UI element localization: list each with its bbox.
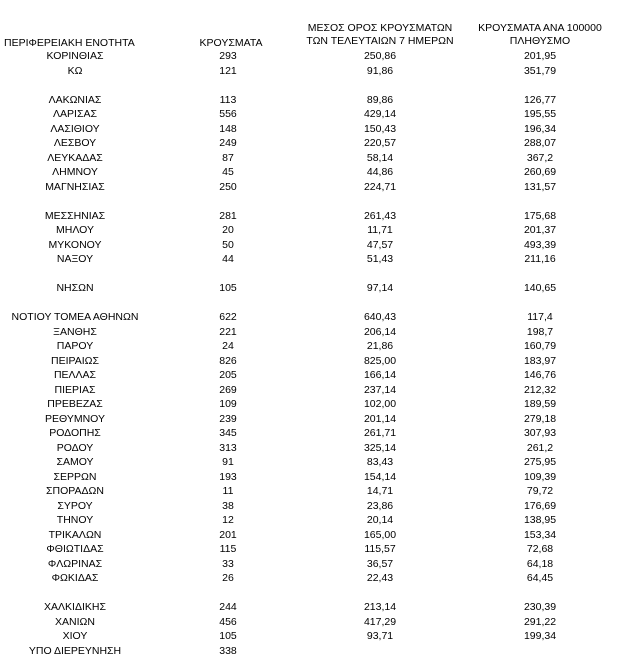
cases-cell: 109 <box>219 398 237 410</box>
avg-cell: 22,43 <box>366 572 394 584</box>
avg-cell: 89,86 <box>366 93 394 106</box>
avg-cell: 36,57 <box>366 557 394 570</box>
cases-cell: 115 <box>219 543 237 555</box>
table-row <box>0 354 624 369</box>
region-cell: ΚΟΡΙΝΘΙΑΣ <box>46 50 104 62</box>
avg-cell: 201,14 <box>363 412 397 425</box>
table-row <box>0 455 624 470</box>
per-100000-cell: 126,77 <box>523 93 557 106</box>
per-100000-cell: 140,65 <box>523 282 557 294</box>
per-100000-cell: 189,59 <box>523 398 557 410</box>
avg-cell: 51,43 <box>366 253 394 265</box>
table-row <box>0 470 624 485</box>
cases-cell: 249 <box>219 137 237 149</box>
avg-cell: 44,86 <box>366 166 394 178</box>
cases-cell: 250 <box>219 180 237 193</box>
cases-cell: 20 <box>222 224 234 236</box>
region-cell: ΠΙΕΡΙΑΣ <box>54 383 96 396</box>
region-cell: ΠΕΛΛΑΣ <box>53 369 97 381</box>
table-row <box>0 180 624 195</box>
header-region: ΠΕΡΙΦΕΡΕΙΑΚΗ ΕΝΟΤΗΤΑ <box>4 37 135 49</box>
per-100000-cell: 195,55 <box>523 108 557 120</box>
per-100000-cell: 79,72 <box>526 485 554 497</box>
table-row <box>0 441 624 456</box>
region-cell: ΜΕΣΣΗΝΙΑΣ <box>44 209 106 222</box>
per-100000-cell: 279,18 <box>523 412 557 425</box>
table-row <box>0 64 624 79</box>
table-row <box>0 107 624 122</box>
avg-cell: 429,14 <box>363 108 397 120</box>
table-row <box>0 165 624 180</box>
region-cell: ΧΙΟΥ <box>62 630 88 642</box>
avg-cell: 102,00 <box>363 398 397 410</box>
per-100000-cell: 64,18 <box>526 557 554 570</box>
per-100000-cell: 230,39 <box>523 601 557 613</box>
region-cell: ΝΟΤΙΟΥ ΤΟΜΕΑ ΑΘΗΝΩΝ <box>11 311 139 323</box>
avg-cell: 261,71 <box>363 427 397 439</box>
per-100000-cell: 199,34 <box>523 630 557 642</box>
avg-cell: 213,14 <box>363 601 397 613</box>
avg-cell: 640,43 <box>363 311 397 323</box>
avg-cell: 93,71 <box>366 630 394 642</box>
table-row <box>0 571 624 586</box>
spacer-row <box>0 78 624 93</box>
table-row <box>0 484 624 499</box>
per-100000-cell: 307,93 <box>523 427 557 439</box>
table-row <box>0 136 624 151</box>
region-cell: ΥΠΟ ΔΙΕΡΕΥΝΗΣΗ <box>28 644 122 657</box>
cases-cell: 87 <box>222 151 234 164</box>
per-100000-cell: 117,4 <box>527 311 553 323</box>
cases-cell: 33 <box>222 557 234 570</box>
cases-cell: 239 <box>219 412 237 425</box>
cases-cell: 293 <box>219 50 237 62</box>
per-100000-cell: 72,68 <box>526 543 554 555</box>
cases-cell: 45 <box>222 166 234 178</box>
region-cell: ΛΑΚΩΝΙΑΣ <box>48 93 102 106</box>
header-cases: ΚΡΟΥΣΜΑΤΑ <box>199 37 263 49</box>
avg-cell: 58,14 <box>366 151 394 164</box>
spacer-row <box>0 586 624 601</box>
cases-cell: 193 <box>219 470 237 483</box>
cases-cell: 345 <box>219 427 237 439</box>
cases-cell: 556 <box>219 108 237 120</box>
region-cell: ΝΑΞΟΥ <box>56 253 94 265</box>
per-100000-cell: 183,97 <box>523 354 557 367</box>
per-100000-cell: 146,76 <box>523 369 557 381</box>
table-row <box>0 151 624 166</box>
avg-cell: 150,43 <box>363 122 397 135</box>
cases-cell: 105 <box>219 630 237 642</box>
region-cell: ΤΡΙΚΑΛΩΝ <box>48 528 102 541</box>
header-per-100000 <box>470 22 610 48</box>
per-100000-cell: 196,34 <box>523 122 557 135</box>
table-row <box>0 310 624 325</box>
per-100000-cell: 109,39 <box>523 470 557 483</box>
cases-cell: 148 <box>219 122 237 135</box>
table-row <box>0 238 624 253</box>
table-row <box>0 397 624 412</box>
cases-cell: 622 <box>219 311 237 323</box>
region-cell: ΦΛΩΡΙΝΑΣ <box>47 557 103 570</box>
per-100000-cell: 367,2 <box>526 151 554 164</box>
per-100000-cell: 260,69 <box>523 166 557 178</box>
per-100000-cell: 64,45 <box>526 572 554 584</box>
header-avg-line2: ΤΩΝ ΤΕΛΕΥΤΑΙΩΝ 7 ΗΜΕΡΩΝ <box>306 35 454 47</box>
per-100000-cell: 131,57 <box>523 180 557 193</box>
avg-cell: 14,71 <box>366 485 394 497</box>
avg-cell: 224,71 <box>363 180 397 193</box>
avg-cell: 91,86 <box>366 64 394 77</box>
region-cell: ΦΩΚΙΔΑΣ <box>51 572 99 584</box>
table-row <box>0 644 624 659</box>
cases-cell: 38 <box>222 499 234 512</box>
cases-cell: 313 <box>219 441 237 454</box>
header-avg-line1: ΜΕΣΟΣ ΟΡΟΣ ΚΡΟΥΣΜΑΤΩΝ <box>307 22 453 34</box>
per-100000-cell: 138,95 <box>523 514 557 526</box>
per-100000-cell: 212,32 <box>523 383 557 396</box>
table-row <box>0 426 624 441</box>
table-row <box>0 499 624 514</box>
table-row <box>0 615 624 630</box>
region-cell: ΠΕΙΡΑΙΩΣ <box>51 354 99 367</box>
region-cell: ΛΗΜΝΟΥ <box>52 166 98 178</box>
cases-cell: 201 <box>219 528 237 541</box>
cases-cell: 44 <box>222 253 234 265</box>
region-cell: ΝΗΣΩΝ <box>56 282 94 294</box>
per-100000-cell: 160,79 <box>523 340 557 352</box>
avg-cell: 115,57 <box>364 543 396 555</box>
cases-cell: 11 <box>222 485 234 497</box>
per-100000-cell: 275,95 <box>523 456 557 468</box>
region-cell: ΣΕΡΡΩΝ <box>53 470 97 483</box>
per-100000-cell: 176,69 <box>523 499 557 512</box>
avg-cell: 325,14 <box>363 441 397 454</box>
header-per-line1: ΚΡΟΥΣΜΑΤΑ ΑΝΑ 100000 <box>478 22 602 34</box>
per-100000-cell: 175,68 <box>523 209 557 222</box>
region-cell: ΛΑΣΙΘΙΟΥ <box>50 122 100 135</box>
cases-cell: 12 <box>222 514 234 526</box>
per-100000-cell: 201,95 <box>523 50 557 62</box>
spacer-row <box>0 267 624 282</box>
region-cell: ΞΑΝΘΗΣ <box>53 325 97 338</box>
cases-cell: 269 <box>219 383 237 396</box>
cases-cell: 26 <box>222 572 234 584</box>
region-cell: ΡΕΘΥΜΝΟΥ <box>44 412 105 425</box>
region-cell: ΠΡΕΒΕΖΑΣ <box>47 398 103 410</box>
avg-cell: 11,71 <box>367 224 393 236</box>
cases-cell: 338 <box>219 644 237 657</box>
avg-cell: 83,43 <box>366 456 394 468</box>
table-row <box>0 209 624 224</box>
region-cell: ΛΕΥΚΑΔΑΣ <box>47 151 103 164</box>
avg-cell: 165,00 <box>363 528 397 541</box>
per-100000-cell: 201,37 <box>523 224 557 236</box>
avg-cell: 250,86 <box>363 50 397 62</box>
avg-cell: 237,14 <box>363 383 397 396</box>
region-cell: ΠΑΡΟΥ <box>56 340 94 352</box>
avg-cell: 261,43 <box>363 209 397 222</box>
table-row <box>0 281 624 296</box>
cases-cell: 456 <box>219 615 237 628</box>
table-row <box>0 339 624 354</box>
region-cell: ΛΕΣΒΟΥ <box>53 137 97 149</box>
region-cell: ΛΑΡΙΣΑΣ <box>53 108 97 120</box>
region-cell: ΚΩ <box>67 64 83 77</box>
table-row <box>0 49 624 64</box>
cases-cell: 50 <box>222 238 234 251</box>
header-per-line2: ΠΛΗΘΥΣΜΟ <box>509 35 571 47</box>
per-100000-cell: 351,79 <box>523 64 557 77</box>
table-row <box>0 383 624 398</box>
region-cell: ΧΑΛΚΙΔΙΚΗΣ <box>44 601 106 613</box>
cases-cell: 221 <box>219 325 237 338</box>
region-cell: ΦΘΙΩΤΙΔΑΣ <box>46 543 104 555</box>
cases-cell: 24 <box>222 340 234 352</box>
region-cell: ΡΟΔΟΥ <box>56 441 94 454</box>
avg-cell: 20,14 <box>366 514 394 526</box>
region-cell: ΣΥΡΟΥ <box>57 499 93 512</box>
cases-cell: 105 <box>219 282 237 294</box>
region-cell: ΜΑΓΝΗΣΙΑΣ <box>45 180 105 193</box>
avg-cell: 97,14 <box>366 282 394 294</box>
region-cell: ΤΗΝΟΥ <box>56 514 94 526</box>
per-100000-cell: 291,22 <box>523 615 557 628</box>
avg-cell: 47,57 <box>366 238 394 251</box>
cases-cell: 826 <box>219 354 237 367</box>
avg-cell: 220,57 <box>363 137 397 149</box>
table-row <box>0 528 624 543</box>
cases-cell: 244 <box>219 601 237 613</box>
cases-cell: 205 <box>219 369 237 381</box>
table-row <box>0 600 624 615</box>
table-row <box>0 513 624 528</box>
per-100000-cell: 211,16 <box>524 253 556 265</box>
cases-cell: 281 <box>219 209 237 222</box>
data-table <box>0 49 624 658</box>
region-cell: ΧΑΝΙΩΝ <box>55 615 95 628</box>
avg-cell: 166,14 <box>363 369 397 381</box>
header-avg-7-days <box>300 22 460 48</box>
cases-cell: 113 <box>219 93 237 106</box>
avg-cell: 23,86 <box>366 499 394 512</box>
table-row <box>0 368 624 383</box>
table-row <box>0 252 624 267</box>
region-cell: ΣΑΜΟΥ <box>56 456 94 468</box>
avg-cell: 825,00 <box>363 354 397 367</box>
table-row <box>0 325 624 340</box>
per-100000-cell: 198,7 <box>526 325 554 338</box>
table-row <box>0 542 624 557</box>
table-row <box>0 223 624 238</box>
table-row <box>0 629 624 644</box>
per-100000-cell: 288,07 <box>523 137 557 149</box>
region-cell: ΣΠΟΡΑΔΩΝ <box>46 485 104 497</box>
per-100000-cell: 153,34 <box>523 528 557 541</box>
avg-cell: 417,29 <box>363 615 397 628</box>
table-row <box>0 412 624 427</box>
avg-cell: 21,86 <box>366 340 394 352</box>
region-cell: ΜΥΚΟΝΟΥ <box>48 238 102 251</box>
cases-cell: 91 <box>222 456 234 468</box>
spacer-row <box>0 194 624 209</box>
region-cell: ΡΟΔΟΠΗΣ <box>49 427 101 439</box>
table-row <box>0 93 624 108</box>
table-row <box>0 122 624 137</box>
cases-cell: 121 <box>219 64 237 77</box>
per-100000-cell: 493,39 <box>523 238 557 251</box>
per-100000-cell: 261,2 <box>526 441 554 454</box>
avg-cell: 206,14 <box>363 325 397 338</box>
table-row <box>0 557 624 572</box>
spacer-row <box>0 296 624 311</box>
region-cell: ΜΗΛΟΥ <box>56 224 94 236</box>
avg-cell: 154,14 <box>363 470 397 483</box>
